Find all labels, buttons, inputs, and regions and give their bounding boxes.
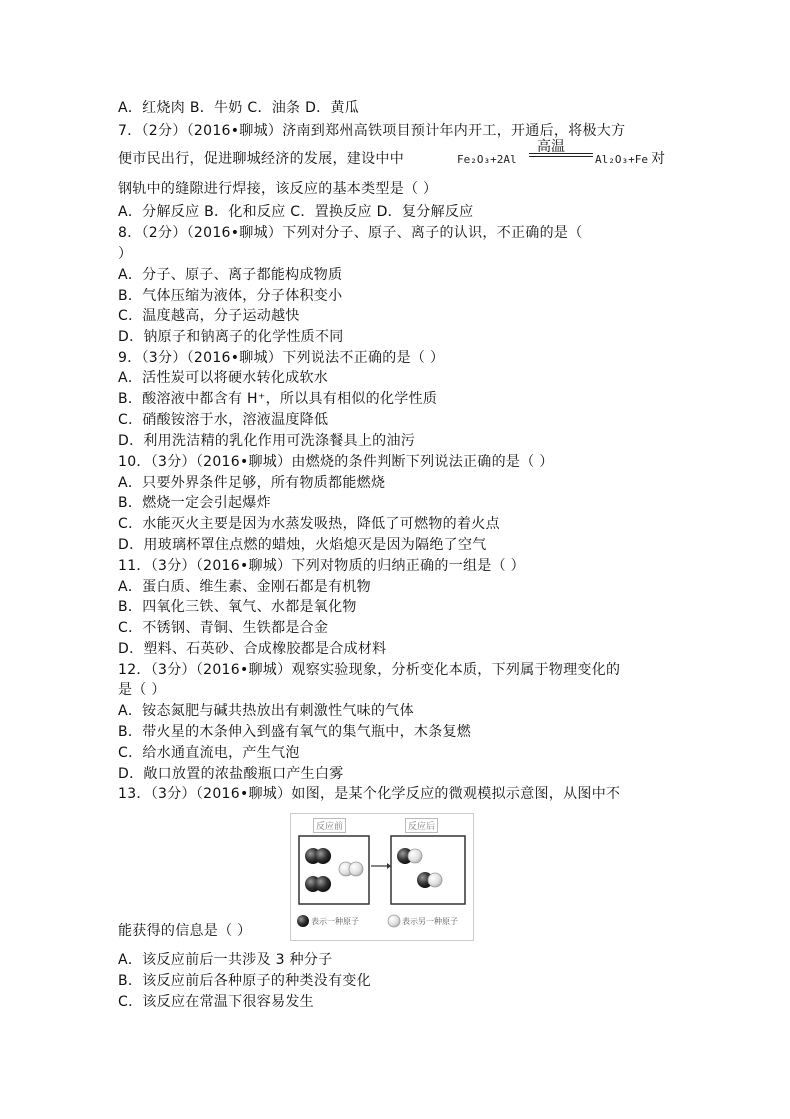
- text-line-q9-b: B．酸溶液中都含有 H⁺，所以具有相似的化学性质: [118, 391, 438, 407]
- text-line-q11-c: C．不锈钢、青铜、生铁都是合金: [118, 620, 329, 636]
- text-line-q13-l2: 能获得的信息是（ ）: [118, 923, 252, 939]
- legend-light-atom: [388, 915, 400, 927]
- text-line-q8-d: D．钠原子和钠离子的化学性质不同: [118, 329, 344, 345]
- equation-tail-text: 对: [651, 151, 666, 167]
- text-line-q9-c: C．硝酸铵溶于水，溶液温度降低: [118, 412, 329, 428]
- text-line-q9-l1: 9．（3分）（2016•聊城）下列说法不正确的是（ ）: [118, 350, 445, 366]
- text-line-q8-c: C．温度越高，分子运动越快: [118, 308, 300, 324]
- equation-condition: 高温: [537, 139, 565, 155]
- text-line-q13-a: A．该反应前后一共涉及 3 种分子: [118, 952, 333, 968]
- text-line-q12-b: B．带火星的木条伸入到盛有氧气的集气瓶中，木条复燃: [118, 724, 472, 740]
- text-line-q12-l2: 是（ ）: [118, 682, 166, 698]
- text-line-q7-l1: 7．（2分）（2016•聊城）济南到郑州高铁项目预计年内开工，开通后，将极大方: [118, 123, 626, 139]
- text-line-q13-b: B．该反应前后各种原子的种类没有变化: [118, 973, 372, 989]
- text-line-q13-c: C．该反应在常温下很容易发生: [118, 994, 314, 1010]
- text-line-q12-d: D．敞口放置的浓盐酸瓶口产生白雾: [118, 766, 344, 782]
- text-line-q12-a: A．铵态氮肥与碱共热放出有刺激性气味的气体: [118, 703, 414, 719]
- text-line-q10-a: A．只要外界条件足够，所有物质都能燃烧: [118, 475, 386, 491]
- equation-products: Al₂O₃+Fe: [595, 153, 648, 166]
- atom-light: [428, 873, 442, 887]
- after-label: 反应后: [405, 818, 438, 833]
- atom-light: [408, 849, 422, 863]
- text-line-q12-c: C．给水通直流电，产生气泡: [118, 745, 300, 761]
- legend-dark-text: 表示一种原子: [311, 917, 359, 926]
- legend-dark-atom: [297, 915, 309, 927]
- legend-light-text: 表示另一种原子: [402, 917, 458, 926]
- after-reaction-box: [391, 836, 465, 904]
- text-line-q7-l2a: 便市民出行，促进聊城经济的发展，建设中中: [118, 151, 404, 167]
- text-line-q9-a: A．活性炭可以将硬水转化成软水: [118, 370, 329, 386]
- text-line-q12-l1: 12．（3分）（2016•聊城）观察实验现象，分析变化本质，下列属于物理变化的: [118, 662, 621, 678]
- text-line-q7-l3: 钢轨中的缝隙进行焊接，该反应的基本类型是（ ）: [118, 181, 438, 197]
- text-line-q13-l1: 13．（3分）（2016•聊城）如图，是某个化学反应的微观模拟示意图，从图中不: [118, 786, 621, 802]
- text-line-q11-d: D．塑料、石英砂、合成橡胶都是合成材料: [118, 641, 387, 657]
- equation-reactants: Fe₂O₃+2Al: [457, 153, 517, 166]
- text-line-q11-l1: 11．（3分）（2016•聊城）下列对物质的归纳正确的一组是（ ）: [118, 558, 525, 574]
- text-line-q9-d: D．利用洗洁精的乳化作用可洗涤餐具上的油污: [118, 433, 416, 449]
- equation-equal-sign: [529, 153, 593, 157]
- text-line-q10-b: B．燃烧一定会引起爆炸: [118, 495, 271, 511]
- text-line-q8-b: B．气体压缩为液体，分子体积变小: [118, 288, 343, 304]
- text-line-q10-c: C．水能灭火主要是因为水蒸发吸热，降低了可燃物的着火点: [118, 516, 500, 532]
- text-line-q8-a: A．分子、原子、离子都能构成物质: [118, 267, 343, 283]
- text-line-q11-b: B．四氧化三铁、氧气、水都是氧化物: [118, 599, 357, 615]
- text-line-q10-d: D．用玻璃杯罩住点燃的蜡烛，火焰熄灭是因为隔绝了空气: [118, 537, 487, 553]
- text-line-q7-opts: A．分解反应 B．化和反应 C．置换反应 D．复分解反应: [118, 204, 474, 220]
- atom-dark: [315, 848, 331, 864]
- text-line-q6-opts: A．红烧肉 B．牛奶 C．油条 D．黄瓜: [118, 100, 360, 116]
- reaction-diagram: [290, 813, 474, 941]
- text-line-q11-a: A．蛋白质、维生素、金刚石都是有机物: [118, 579, 371, 595]
- before-label: 反应前: [313, 818, 346, 833]
- text-line-q8-l2: ）: [118, 246, 133, 262]
- text-line-q10-l1: 10．（3分）（2016•聊城）由燃烧的条件判断下列说法正确的是（ ）: [118, 454, 554, 470]
- text-line-q8-l1: 8．（2分）（2016•聊城）下列对分子、原子、离子的认识，不正确的是（: [118, 225, 583, 241]
- atom-light: [349, 862, 363, 876]
- atom-dark: [315, 876, 331, 892]
